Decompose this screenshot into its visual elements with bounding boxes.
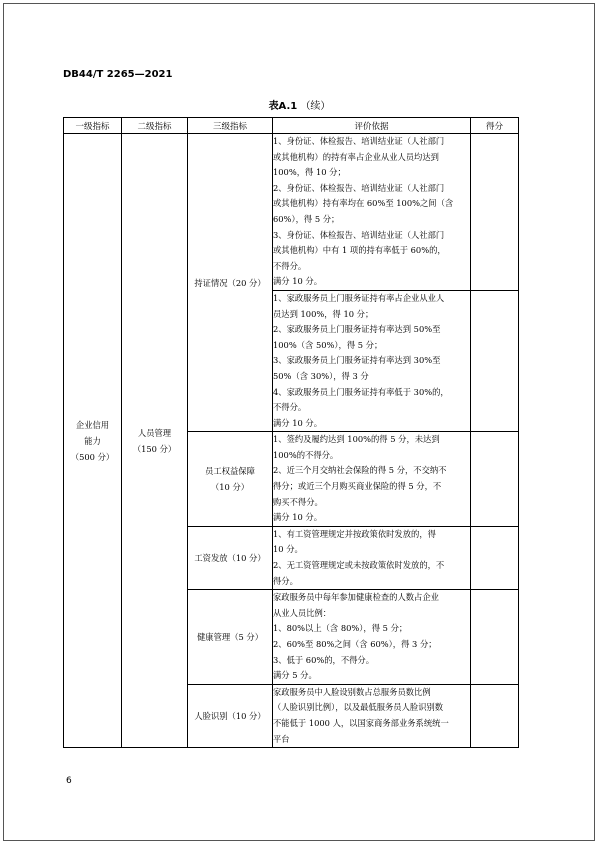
evaluation-table [63,117,519,748]
evaluation-basis-cell [273,134,471,291]
level2-indicator-cell [122,134,188,748]
score-cell[interactable] [471,526,519,589]
basis-line: 4、家政服务员上门服务证持有率低于 30%的， [273,386,449,397]
score-cell[interactable] [471,590,519,685]
evaluation-basis-cell [273,290,471,431]
basis-line: 1、有工资管理规定并按政策依时发放的，得 [273,528,436,539]
basis-line: 满分 10 分。 [273,276,323,287]
basis-line: 1、身份证、体检报告、培训结业证（人社部门 [273,136,445,146]
basis-line: 平台 [273,733,290,744]
basis-line: 3、家政服务员上门服务证持有率达到 30%至 [273,355,441,366]
basis-line: 不得分。 [273,402,307,413]
column-header: 得分 [471,118,519,134]
basis-line: 50%（含 30%），得 3 分 [273,370,369,381]
level2-indicator-label: 人员管理 [137,427,172,438]
basis-line: 满分 10 分。 [273,417,323,428]
level2-indicator-score: （150 分） [132,443,177,454]
level3-indicator-score: （10 分） [210,482,250,493]
level3-indicator-label: 员工权益保障 [205,466,255,477]
table-header-row [64,118,519,134]
table-row [64,134,519,291]
basis-line: 满分 10 分。 [273,512,323,523]
basis-line: （人脸识别比例），以及最低服务员人脸识别数 [273,702,444,713]
basis-line: 满分 5 分。 [273,670,317,681]
table-title-number: 表A.1 [268,101,298,112]
level3-indicator-cell [188,432,273,527]
table-title [0,97,599,112]
basis-line: 或其他机构）中有 1 项的持有率低于 60%的， [273,245,446,256]
basis-line: 不能低于 1000 人，以国家商务部业务系统统一 [273,717,449,728]
level3-indicator-cell: 持证情况（20 分） [188,134,273,432]
column-header: 评价依据 [273,118,471,134]
table-title-continued: （续） [300,101,331,112]
column-header: 一级指标 [64,118,122,134]
document-code: DB44/T 2265—2021 [63,69,173,80]
evaluation-basis-cell [273,526,471,589]
basis-line: 家政服务员中每年参加健康检查的人数占企业 [273,592,439,603]
score-cell[interactable] [471,134,519,291]
basis-line: 不得分。 [273,260,307,271]
basis-line: 2、近三个月交纳社会保险的得 5 分，不交纳不 [273,465,447,476]
basis-line: 100%的不得分。 [273,449,339,460]
basis-line: 从业人员比例： [273,607,332,618]
level1-indicator-score: （500 分） [70,451,115,462]
basis-line: 60%），得 5 分； [273,213,340,224]
basis-line: 100%（含 50%），得 5 分； [273,339,383,350]
page-number: 6 [66,776,72,786]
level3-indicator-cell: 工资发放（10 分） [188,526,273,589]
evaluation-basis-cell [273,590,471,685]
basis-line: 10 分。 [273,544,303,555]
score-cell[interactable] [471,290,519,431]
basis-line: 1、签约及履约达到 100%的得 5 分，未达到 [273,434,440,445]
basis-line: 3、身份证、体检报告、培训结业证（人社部门 [273,229,445,240]
level1-indicator-label: 能力 [84,435,101,446]
basis-line: 家政服务员中人脸设别数占总服务员数比例 [273,686,431,697]
level1-indicator-label: 企业信用 [75,419,110,430]
column-header: 三级指标 [188,118,273,134]
evaluation-basis-cell [273,432,471,527]
basis-line: 或其他机构）的持有率占企业从业人员均达到 [273,151,439,162]
basis-line: 或其他机构）持有率均在 60%至 100%之间（含 [273,198,454,209]
basis-line: 3、低于 60%的，不得分。 [273,654,375,665]
basis-line: 1、80%以上（含 80%），得 5 分； [273,623,408,634]
score-cell[interactable] [471,432,519,527]
level3-indicator-cell: 人脸识别（10 分） [188,684,273,747]
basis-line: 购买不得分。 [273,496,323,507]
basis-line: 1、家政服务员上门服务证持有率占企业从业人 [273,292,445,303]
column-header: 二级指标 [122,118,188,134]
basis-line: 100%，得 10 分； [273,167,346,178]
basis-line: 得分。 [273,575,298,586]
score-cell[interactable] [471,684,519,747]
level1-indicator-cell [64,134,122,748]
basis-line: 2、家政服务员上门服务证持有率达到 50%至 [273,324,441,335]
evaluation-basis-cell [273,684,471,747]
basis-line: 2、60%至 80%之间（含 60%），得 3 分； [273,639,437,649]
basis-line: 员达到 100%，得 10 分； [273,308,374,319]
basis-line: 得分；或近三个月购买商业保险的得 5 分，不 [273,481,442,492]
basis-line: 2、身份证、体检报告、培训结业证（人社部门 [273,182,445,193]
level3-indicator-cell: 健康管理（5 分） [188,590,273,685]
basis-line: 2、无工资管理规定或未按政策依时发放的，不 [273,560,445,571]
